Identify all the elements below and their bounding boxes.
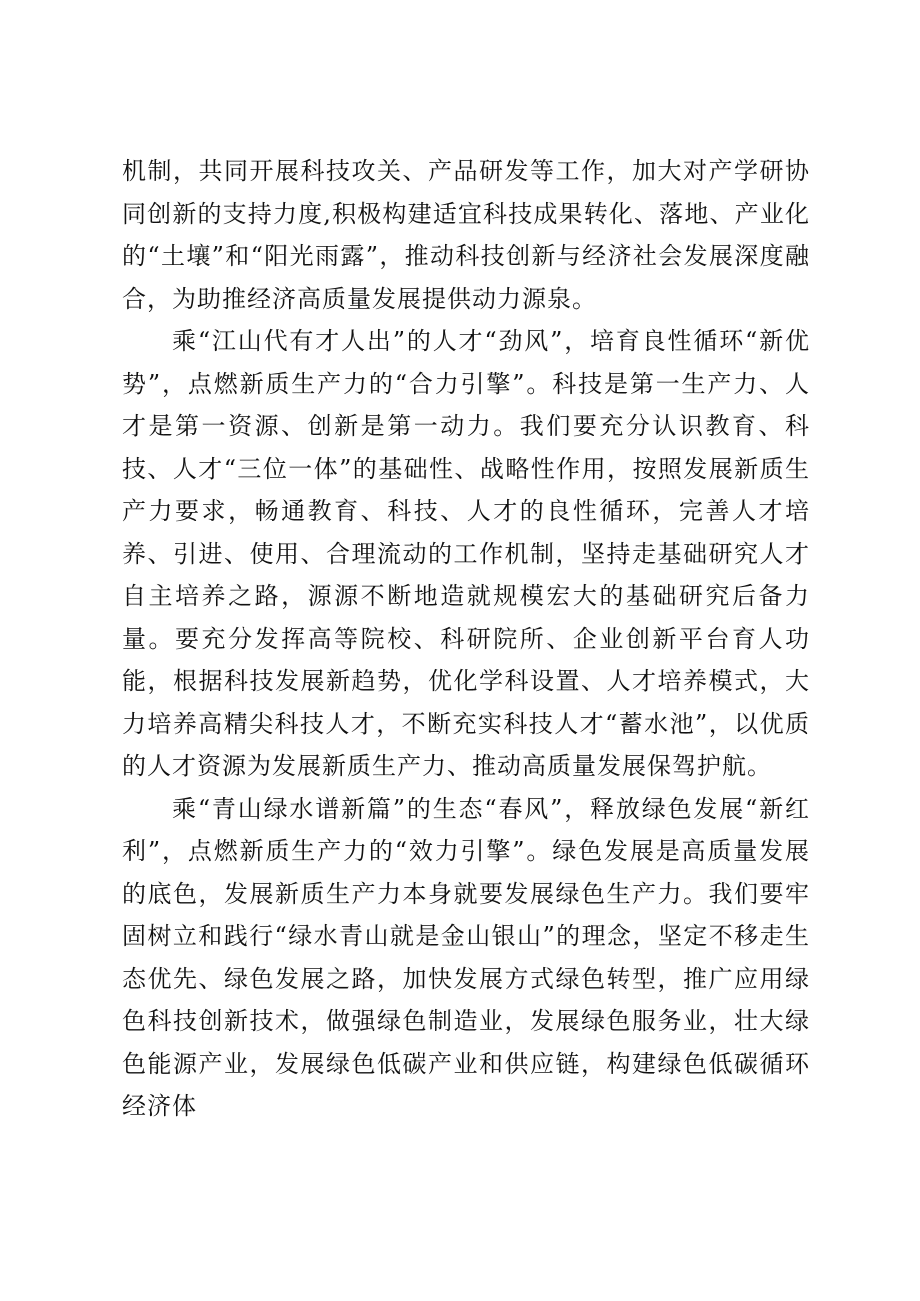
paragraph-talent: 乘“江山代有才人出”的人才“劲风”，培育良性循环“新优势”，点燃新质生产力的“合力引擎”。科技是第一生产力、人才是第一资源、创新是第一动力。我们要充分认识教育、科技、人才“三位一体”的基础性、战略性作用，按照发展新质生产力要求，畅通教育、科技、人才的良性循环，完善人才培养、引进、使用、合理流动的工作机制，坚持走基础研究人才自主培养之路，源源不断地造就规模宏大的基础研究后备力量。要充分发挥高等院校、科研院所、企业创新平台育人功能，根据科技发展新趋势，优化学科设置、人才培养模式，大力培养高精尖科技人才，不断充实科技人才“蓄水池”，以优质的人才资源为发展新质生产力、推动高质量发展保驾护航。 [122, 327, 810, 780]
paragraph-continuation: 机制，共同开展科技攻关、产品研发等工作，加大对产学研协同创新的支持力度,积极构建适宜科技成果转化、落地、产业化的“土壤”和“阳光雨露”，推动科技创新与经济社会发展深度融合，为助推经济高质量发展提供动力源泉。 [122, 157, 810, 313]
paragraph-green-development: 乘“青山绿水谱新篇”的生态“春风”，释放绿色发展“新红利”，点燃新质生产力的“效力引擎”。绿色发展是高质量发展的底色，发展新质生产力本身就要发展绿色生产力。我们要牢固树立和践行“绿水青山就是金山银山”的理念，坚定不移走生态优先、绿色发展之路，加快发展方式绿色转型，推广应用绿色科技创新技术，做强绿色制造业，发展绿色服务业，壮大绿色能源产业，发展绿色低碳产业和供应链，构建绿色低碳循环经济体 [122, 794, 810, 1120]
document-page [122, 150, 810, 1128]
